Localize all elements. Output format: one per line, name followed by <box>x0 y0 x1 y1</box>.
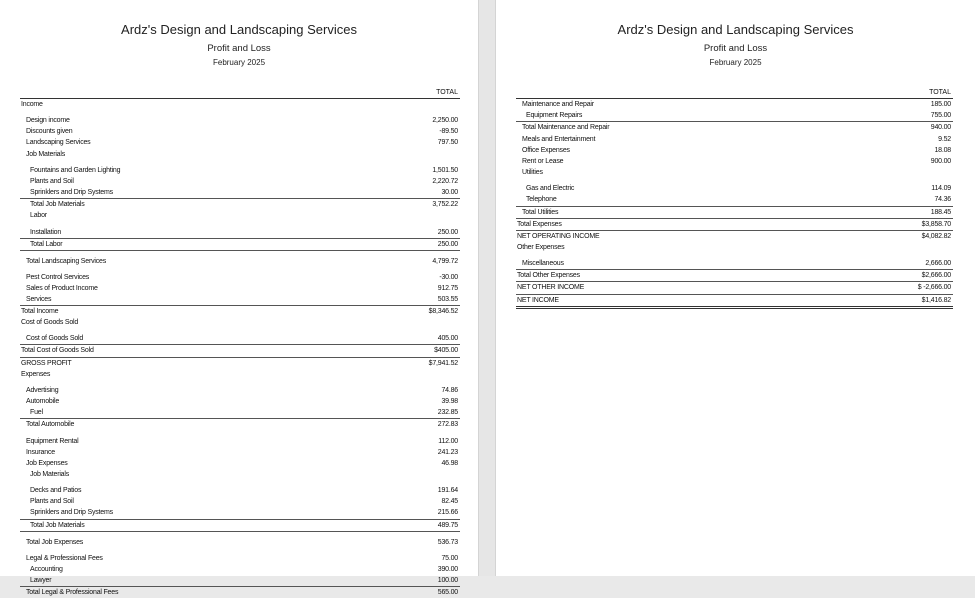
table-row <box>516 167 953 178</box>
total-row <box>516 206 953 218</box>
row-amount: 112.00 <box>438 437 458 445</box>
row-label: NET OPERATING INCOME <box>517 232 600 240</box>
row-label: Telephone <box>526 196 557 204</box>
table-row <box>20 210 460 221</box>
table-row <box>20 187 460 198</box>
row-amount: 82.45 <box>441 498 458 506</box>
row-label: Rent or Lease <box>522 157 564 165</box>
row-amount: 241.23 <box>437 448 458 456</box>
row-amount: 74.86 <box>441 387 458 394</box>
table-row <box>20 328 460 344</box>
row-label: Office Expenses <box>522 146 570 154</box>
row-label: Total Maintenance and Repair <box>522 124 610 132</box>
row-amount: 503.55 <box>437 295 458 303</box>
total-row <box>20 305 460 317</box>
row-label: Expenses <box>21 370 51 378</box>
column-header-total: TOTAL <box>436 89 458 96</box>
row-amount: 1,501.50 <box>432 166 458 174</box>
row-label: Advertising <box>26 387 59 394</box>
table-row <box>20 458 460 469</box>
report-page-2 <box>496 0 975 576</box>
row-label: Legal & Professional Fees <box>26 554 103 562</box>
row-label: Equipment Rental <box>26 437 79 445</box>
row-label: Plants and Soil <box>30 177 74 185</box>
row-label: Fountains and Garden Lighting <box>30 166 121 174</box>
table-row <box>516 253 953 269</box>
row-label: Total Job Materials <box>30 521 85 529</box>
table-row <box>516 110 953 121</box>
total-row <box>20 586 460 598</box>
row-amount: 489.75 <box>437 521 458 529</box>
report-page-1 <box>0 0 478 597</box>
row-label: NET OTHER INCOME <box>517 284 585 292</box>
row-amount: 940.00 <box>930 124 951 132</box>
row-amount: 900.00 <box>930 157 951 165</box>
row-amount: 9.52 <box>938 135 951 143</box>
row-label: GROSS PROFIT <box>21 359 72 367</box>
table-row <box>516 145 953 156</box>
row-label: Meals and Entertainment <box>522 135 596 143</box>
row-label: Decks and Patios <box>30 487 82 495</box>
total-row <box>516 121 953 133</box>
row-label: Total Utilities <box>522 208 559 216</box>
column-header-total: TOTAL <box>929 89 951 96</box>
row-amount: -89.50 <box>439 128 458 136</box>
total-row <box>516 269 953 281</box>
table-row <box>20 447 460 458</box>
total-row <box>20 250 460 267</box>
table-row <box>516 156 953 167</box>
table-row <box>20 267 460 283</box>
row-label: Automobile <box>26 398 60 405</box>
row-label: Plants and Soil <box>30 498 74 506</box>
row-amount: 250.00 <box>437 228 458 236</box>
row-label: Design income <box>26 117 70 125</box>
row-label: Total Automobile <box>26 421 75 429</box>
row-amount: $ -2,666.00 <box>917 284 951 292</box>
row-label: Insurance <box>26 448 55 456</box>
table-row <box>20 176 460 187</box>
total-row <box>516 281 953 293</box>
row-amount: 2,666.00 <box>925 260 951 268</box>
row-label: Sales of Product Income <box>26 284 98 292</box>
row-amount: 188.45 <box>930 208 951 216</box>
table-row <box>20 369 460 380</box>
row-amount: 390.00 <box>437 565 458 573</box>
report-rows <box>516 99 953 309</box>
row-label: NET INCOME <box>517 296 559 304</box>
row-amount: 74.36 <box>934 196 951 204</box>
table-row <box>20 126 460 137</box>
row-label: Sprinklers and Drip Systems <box>30 509 113 517</box>
row-amount: 100.00 <box>437 576 458 584</box>
row-amount: $2,666.00 <box>921 272 951 280</box>
table-row <box>516 194 953 205</box>
report-title: Profit and Loss <box>703 43 768 54</box>
report-rows <box>20 99 460 598</box>
row-label: Total Landscaping Services <box>26 257 107 265</box>
row-amount: $8,346.52 <box>428 308 458 316</box>
report-title: Profit and Loss <box>207 43 271 54</box>
table-row <box>20 575 460 586</box>
row-amount: 46.98 <box>441 459 458 467</box>
table-row <box>20 507 460 518</box>
row-amount: $1,416.82 <box>921 296 951 304</box>
row-label: Maintenance and Repair <box>522 101 594 108</box>
row-amount: 536.73 <box>437 538 458 546</box>
row-amount: 191.64 <box>437 487 458 495</box>
row-amount: 30.00 <box>441 188 458 196</box>
row-label: Landscaping Services <box>26 139 91 147</box>
row-label: Total Income <box>21 308 59 316</box>
table-row <box>516 242 953 253</box>
table-row <box>20 294 460 305</box>
total-row <box>516 294 953 309</box>
row-amount: $3,858.70 <box>921 220 951 228</box>
total-row <box>20 418 460 430</box>
row-label: Total Job Expenses <box>26 538 84 546</box>
table-row <box>20 222 460 238</box>
report-period: February 2025 <box>709 58 762 67</box>
table-row <box>20 110 460 126</box>
row-label: Job Expenses <box>26 459 68 467</box>
row-amount: 272.83 <box>437 421 458 429</box>
row-label: Cost of Goods Sold <box>21 319 79 327</box>
row-label: Income <box>21 101 43 108</box>
row-label: Total Job Materials <box>30 201 85 209</box>
row-label: Total Legal & Professional Fees <box>26 589 119 597</box>
row-label: Sprinklers and Drip Systems <box>30 188 113 196</box>
row-amount: 797.50 <box>437 139 458 147</box>
table-row <box>20 548 460 564</box>
row-amount: 75.00 <box>441 554 458 562</box>
row-amount: 39.98 <box>441 398 458 405</box>
row-amount: 755.00 <box>930 112 951 120</box>
table-row <box>20 99 460 110</box>
row-amount: 232.85 <box>437 409 458 417</box>
table-row <box>20 480 460 496</box>
row-amount: 185.00 <box>930 101 951 108</box>
table-row <box>20 407 460 418</box>
row-amount: 4,799.72 <box>432 257 458 265</box>
row-label: Utilities <box>522 169 543 177</box>
row-amount: $405.00 <box>434 347 458 355</box>
row-label: Lawyer <box>30 576 52 584</box>
row-amount: 250.00 <box>437 240 458 248</box>
total-row <box>516 218 953 230</box>
table-row <box>20 149 460 160</box>
table-row <box>20 317 460 328</box>
table-row <box>20 396 460 407</box>
row-label: Cost of Goods Sold <box>26 335 84 343</box>
company-name: Ardz's Design and Landscaping Services <box>121 22 357 37</box>
table-row <box>20 431 460 447</box>
row-amount: 18.08 <box>934 146 951 154</box>
total-row <box>516 230 953 242</box>
row-amount: 114.09 <box>931 185 951 193</box>
row-amount: 912.75 <box>437 284 458 292</box>
row-label: Discounts given <box>26 128 73 136</box>
company-name: Ardz's Design and Landscaping Services <box>617 22 854 37</box>
row-amount: 405.00 <box>437 335 458 343</box>
report-table-page-1 <box>20 89 460 598</box>
column-header <box>516 89 953 99</box>
row-label: Total Cost of Goods Sold <box>21 347 94 355</box>
column-header <box>20 89 460 99</box>
table-row <box>20 564 460 575</box>
table-row <box>20 380 460 396</box>
row-amount: 215.66 <box>437 509 458 517</box>
row-label: Total Other Expenses <box>517 272 580 280</box>
total-row <box>20 198 460 210</box>
table-row <box>20 160 460 176</box>
row-label: Labor <box>30 212 47 220</box>
row-amount: 3,752.22 <box>432 201 458 209</box>
table-row <box>516 99 953 110</box>
row-label: Miscellaneous <box>522 260 564 268</box>
table-row <box>20 283 460 294</box>
page-separator <box>478 0 496 576</box>
row-label: Total Expenses <box>517 220 562 228</box>
row-label: Job Materials <box>30 470 70 478</box>
row-amount: 2,250.00 <box>432 117 458 125</box>
table-row <box>20 469 460 480</box>
row-label: Gas and Electric <box>526 185 575 193</box>
row-amount: $7,941.52 <box>428 359 458 367</box>
row-label: Installation <box>30 228 62 236</box>
row-amount: -30.00 <box>439 273 458 281</box>
table-row <box>20 137 460 148</box>
total-row <box>20 531 460 548</box>
row-label: Equipment Repairs <box>526 112 583 120</box>
row-amount: 2,220.72 <box>432 177 458 185</box>
table-row <box>20 496 460 507</box>
report-period: February 2025 <box>212 58 266 67</box>
row-amount: $4,082.82 <box>921 232 951 240</box>
report-table-page-2 <box>516 89 953 309</box>
row-label: Job Materials <box>26 150 66 158</box>
total-row <box>20 519 460 531</box>
row-label: Accounting <box>30 565 63 573</box>
total-row <box>20 357 460 369</box>
row-label: Total Labor <box>30 240 63 248</box>
row-label: Pest Control Services <box>26 273 90 281</box>
total-row <box>20 238 460 250</box>
total-row <box>20 344 460 356</box>
row-label: Other Expenses <box>517 244 565 252</box>
row-label: Fuel <box>30 409 43 417</box>
row-label: Services <box>26 295 52 303</box>
table-row <box>516 178 953 194</box>
table-row <box>516 134 953 145</box>
row-amount: 565.00 <box>437 589 458 597</box>
